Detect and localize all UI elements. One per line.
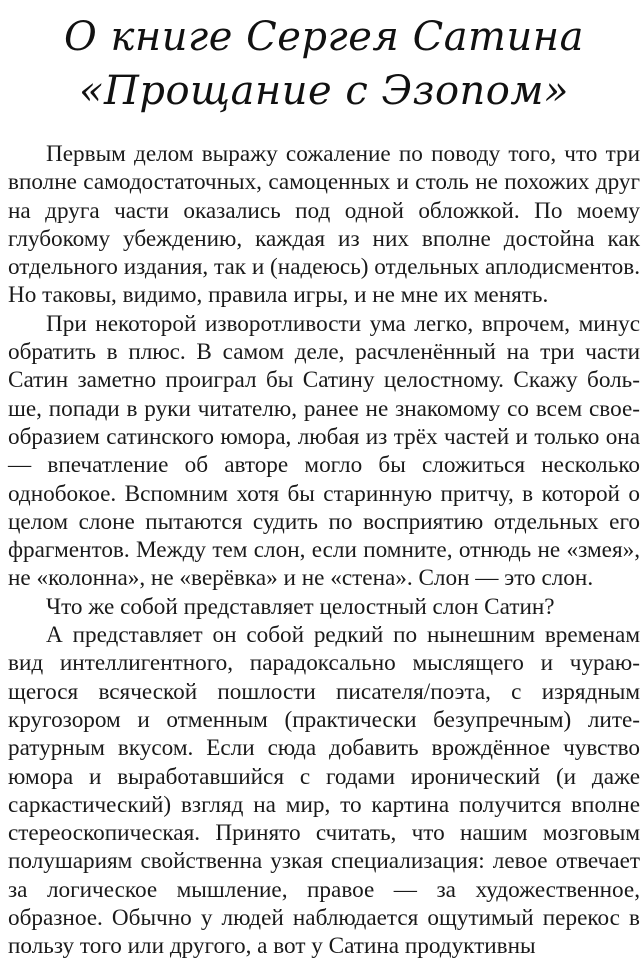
chapter-title (8, 10, 640, 118)
title-line-2: «Прощание с Эзопом» (78, 68, 570, 114)
paragraph-2: При некоторой изворотливости ума легко, впрочем, минус обратить в плюс. В самом деле, расчленённый на три части Сатин заметно проиграл бы Сатину целостному. Скажу больше, попади в руки читателю, ранее не знакомому со всем своеобразием сатинского юмора, любая из трёх частей и только она — впечатление об авторе могло бы сложиться несколько однобокое. Вспомним хотя бы старинную притчу, в которой о целом слоне пытаются судить по восприятию отдельных его фрагментов. Между тем слон, если помните, отнюдь не «змея», не «колонна», не «верёвка» и не «стена». Слон — это слон. (8, 310, 640, 592)
paragraph-3: Что же собой представляет целостный слон Сатин? (46, 593, 555, 620)
paragraph-1: Первым делом выражу сожаление по поводу того, что три вполне самодостаточных, самоценных и столь не похожих друг на друга части оказались под одной обложкой. По моему глубокому убеждению, каждая из них вполне достойна как отдельного издания, так и (надеюсь) отдельных аплодисментов. Но таковы, видимо, правила игры, и не мне их менять. (8, 141, 640, 309)
paragraph-4: А представляет он собой редкий по нынешним временам вид интеллигентного, парадоксально мыслящего и чурающегося всяческой пошлости писателя/поэта, с изрядным кругозором и отменным (практически безупречным) литературным вкусом. Если сюда добавить врождённое чувство юмора и выработавшийся с годами иронический (и даже саркастический) взгляд на мир, то картина получится вполне стереоскопическая. Принято считать, что нашим мозговым полушариям свойственна узкая специализация: левое отвечает за логическое мышление, правое — за художественное, образное. Обычно у людей наблюдается ощутимый перекос в пользу того или другого, а вот у Сатина продуктивны (8, 622, 640, 960)
body-text (8, 140, 640, 961)
title-line-1: О книге Сергея Сатина (64, 14, 584, 60)
